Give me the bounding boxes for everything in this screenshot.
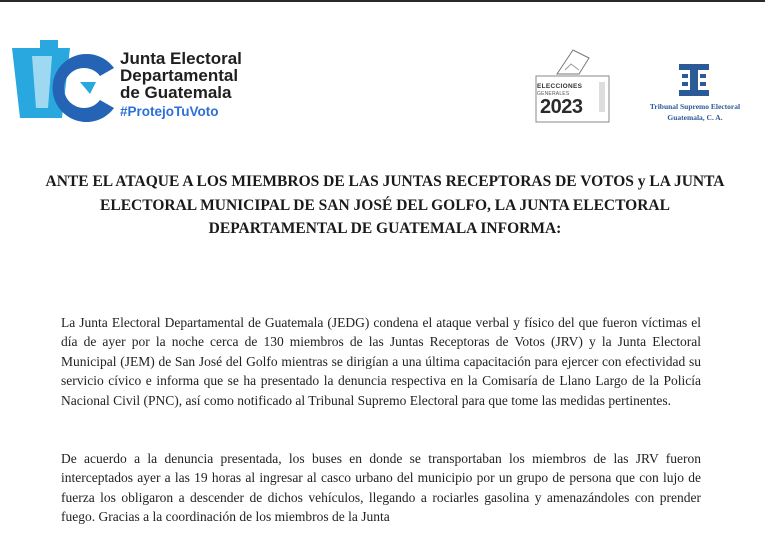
elecciones-label: ELECCIONES — [537, 83, 583, 90]
jedg-name-line-2: Departamental — [120, 66, 239, 85]
tse-country: Guatemala, C. A. — [667, 113, 723, 122]
elecciones-year: 2023 — [540, 96, 583, 118]
tse-name: Tribunal Supremo Electoral — [649, 102, 741, 111]
jedg-name-line-3: de Guatemala — [120, 83, 232, 102]
jedg-logo-icon — [10, 38, 122, 122]
top-border — [0, 0, 765, 2]
tse-emblem-icon — [676, 62, 712, 98]
document-headline: ANTE EL ATAQUE A LOS MIEMBROS DE LAS JUNTAS RECEPTORAS DE VOTOS y LA JUNTA ELECTORAL MUNICIPAL DE SAN JOSÉ DEL GOLFO, LA JUNTA ELECTORAL DEPARTAMENTAL DE GUATEMALA INFORMA: — [45, 173, 725, 237]
jedg-name-line-1: Junta Electoral — [120, 49, 242, 68]
elecciones-sublabel: GENERALES — [537, 91, 570, 97]
jedg-wordmark — [120, 50, 242, 119]
body-paragraph-1: La Junta Electoral Departamental de Guatemala (JEDG) condena el ataque verbal y físico del que fueron víctimas el día de ayer por la noche cerca de 130 miembros de las Juntas Receptoras de Votos (JRV) y la Junta Electoral Municipal (JEM) de San José del Golfo mientras se dirigían a una última capacitación para ejercer con efectividad su servicio cívico e informa que se ha presentado la denuncia respectiva en la Comisaría de Llano Largo de la Policía Nacional Civil (PNC), así como notificado al Tribunal Supremo Electoral para que tome las medidas pertinentes. — [61, 315, 701, 408]
jedg-hashtag: #ProtejoTuVoto — [120, 104, 219, 119]
body-paragraph-2: De acuerdo a la denuncia presentada, los buses en donde se transportaban los miembros de las JRV fueron interceptados ayer a las 19 horas al ingresar al casco urbano del municipio por un grupo de persona que con lujo de fuerza los obligaron a descender de dichos vehículos, llegando a rociarles gasolina y amenazándoles con prender fuego. Gracias a la coordinación de los miembros de la Junta — [61, 451, 701, 525]
tse-wordmark — [640, 101, 750, 123]
